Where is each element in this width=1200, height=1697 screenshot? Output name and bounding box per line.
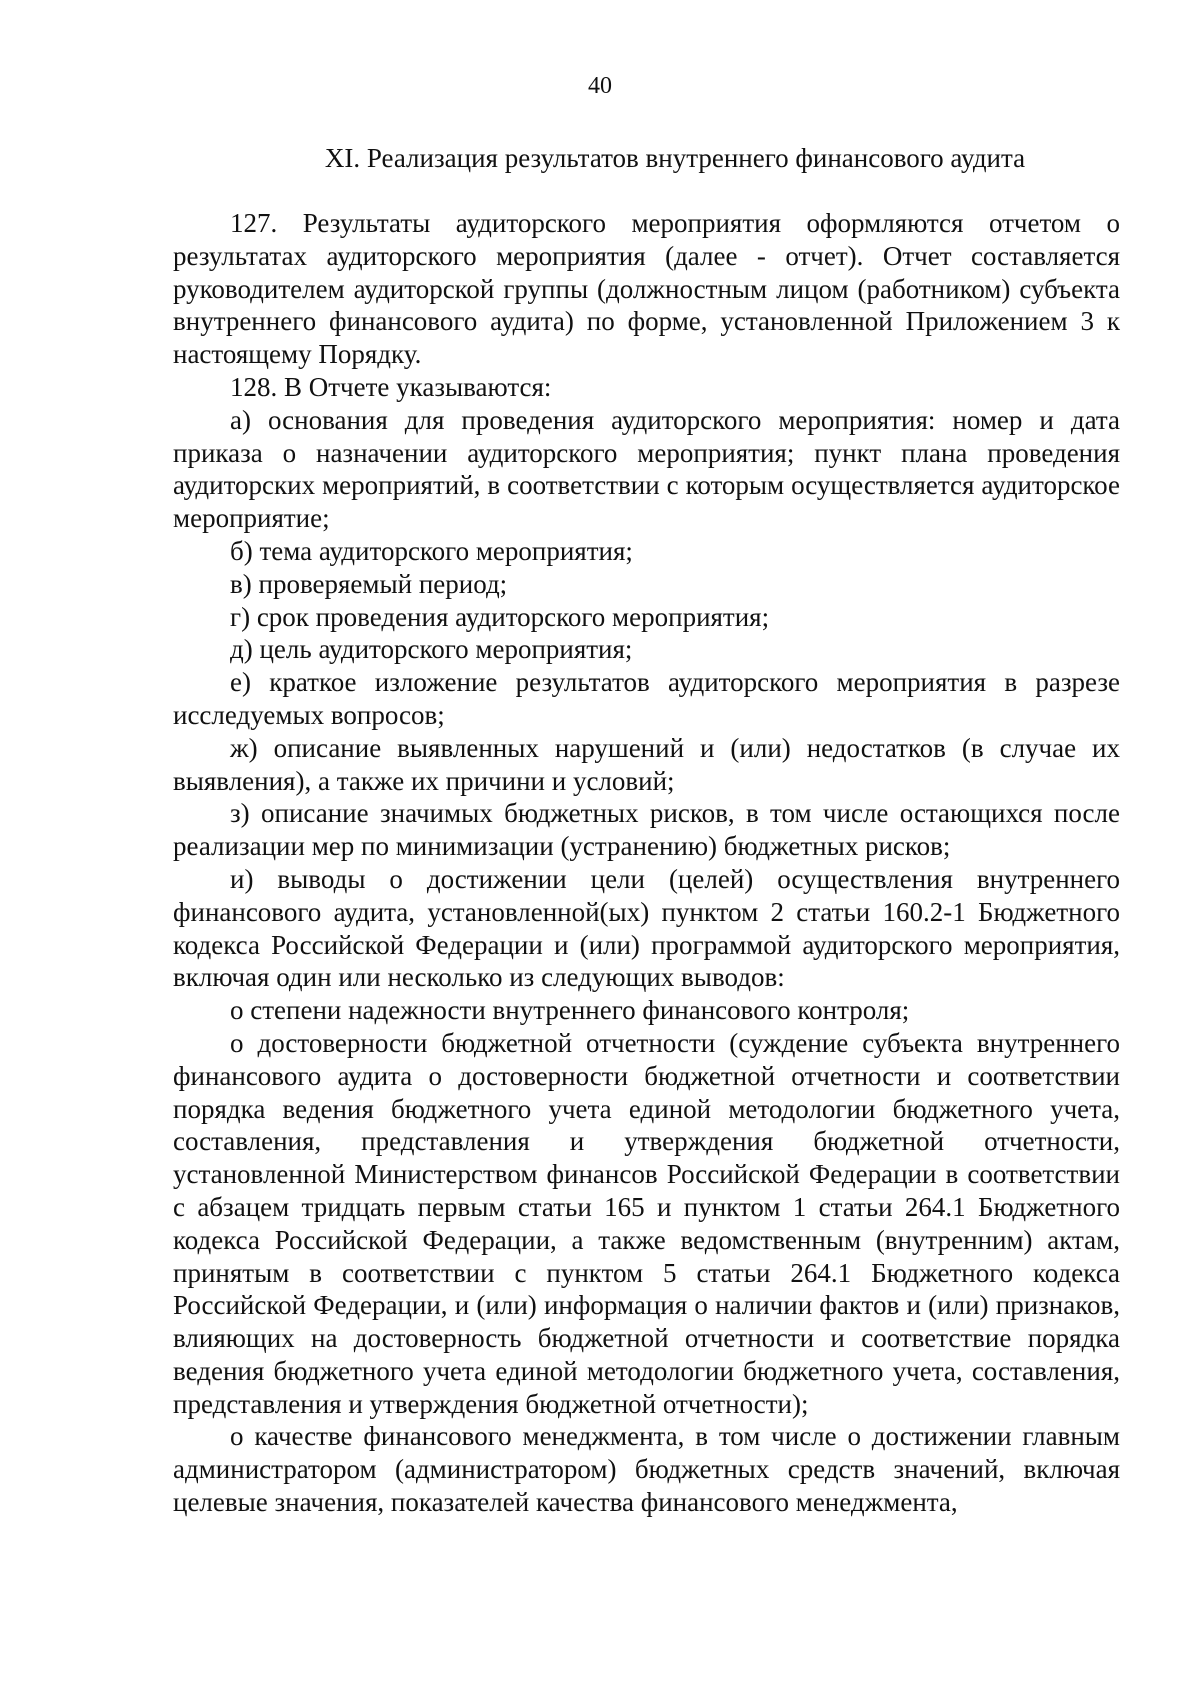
section-title: XI. Реализация результатов внутреннего финансового аудита xyxy=(324,143,1026,173)
conclusion-financial-management: о качестве финансового менеджмента, в том числе о достижении главным администратором (администратором) бюджетных средств значений, включая целевые значения, показателей качества финансового менеджмента, xyxy=(173,1421,1120,1518)
list-item-d: д) цель аудиторского мероприятия; xyxy=(230,634,633,665)
list-item-i: и) выводы о достижении цели (целей) осуществления внутреннего финансового аудита, установленной(ых) пунктом 2 статьи 160.2-1 Бюджетного кодекса Российской Федерации и (или) программой аудиторского мероприятия, включая один или несколько из следующих выводов: xyxy=(173,863,1120,993)
conclusion-reliability: о степени надежности внутреннего финансового контроля; xyxy=(230,995,910,1026)
list-item-z: з) описание значимых бюджетных рисков, в том числе остающихся после реализации мер по минимизации (устранению) бюджетных рисков; xyxy=(173,798,1120,862)
list-item-v: в) проверяемый период; xyxy=(230,568,508,599)
list-item-b: б) тема аудиторского мероприятия; xyxy=(230,535,633,566)
list-item-g: г) срок проведения аудиторского мероприятия; xyxy=(230,601,770,632)
page-number: 40 xyxy=(588,73,612,99)
document-body xyxy=(173,207,1120,1519)
conclusion-accuracy: о достоверности бюджетной отчетности (суждение субъекта внутреннего финансового аудита о достоверности бюджетной отчетности и соответствии порядка ведения бюджетного учета единой методологии бюджетного учета, составления, представления и утверждения бюджетной отчетности, установленной Министерством финансов Российской Федерации в соответствии с абзацем тридцать первым статьи 165 и пунктом 1 статьи 264.1 Бюджетного кодекса Российской Федерации, а также ведомственным (внутренним) актам, принятым в соответствии с пунктом 5 статьи 264.1 Бюджетного кодекса Российской Федерации, и (или) информация о наличии фактов и (или) признаков, влияющих на достоверность бюджетной отчетности и соответствие порядка ведения бюджетного учета единой методологии бюджетного учета, составления, представления и утверждения бюджетной отчетности); xyxy=(173,1027,1120,1419)
list-item-e: е) краткое изложение результатов аудиторского мероприятия в разрезе исследуемых вопросов; xyxy=(173,667,1120,730)
paragraph-127: 127. Результаты аудиторского мероприятия оформляются отчетом о результатах аудиторского мероприятия (далее - отчет). Отчет составляется руководителем аудиторской группы (должностным лицом (работником) субъекта внутреннего финансового аудита) по форме, установленной Приложением 3 к настоящему Порядку. xyxy=(173,208,1120,370)
list-item-zh: ж) описание выявленных нарушений и (или) недостатков (в случае их выявления), а также их причини и условий; xyxy=(173,732,1120,796)
list-item-a: а) основания для проведения аудиторского мероприятия: номер и дата приказа о назначении аудиторского мероприятия; пункт плана проведения аудиторских мероприятий, в соответствии с которым осуществляется аудиторское мероприятие; xyxy=(173,404,1120,534)
paragraph-128: 128. В Отчете указываются: xyxy=(230,371,552,402)
